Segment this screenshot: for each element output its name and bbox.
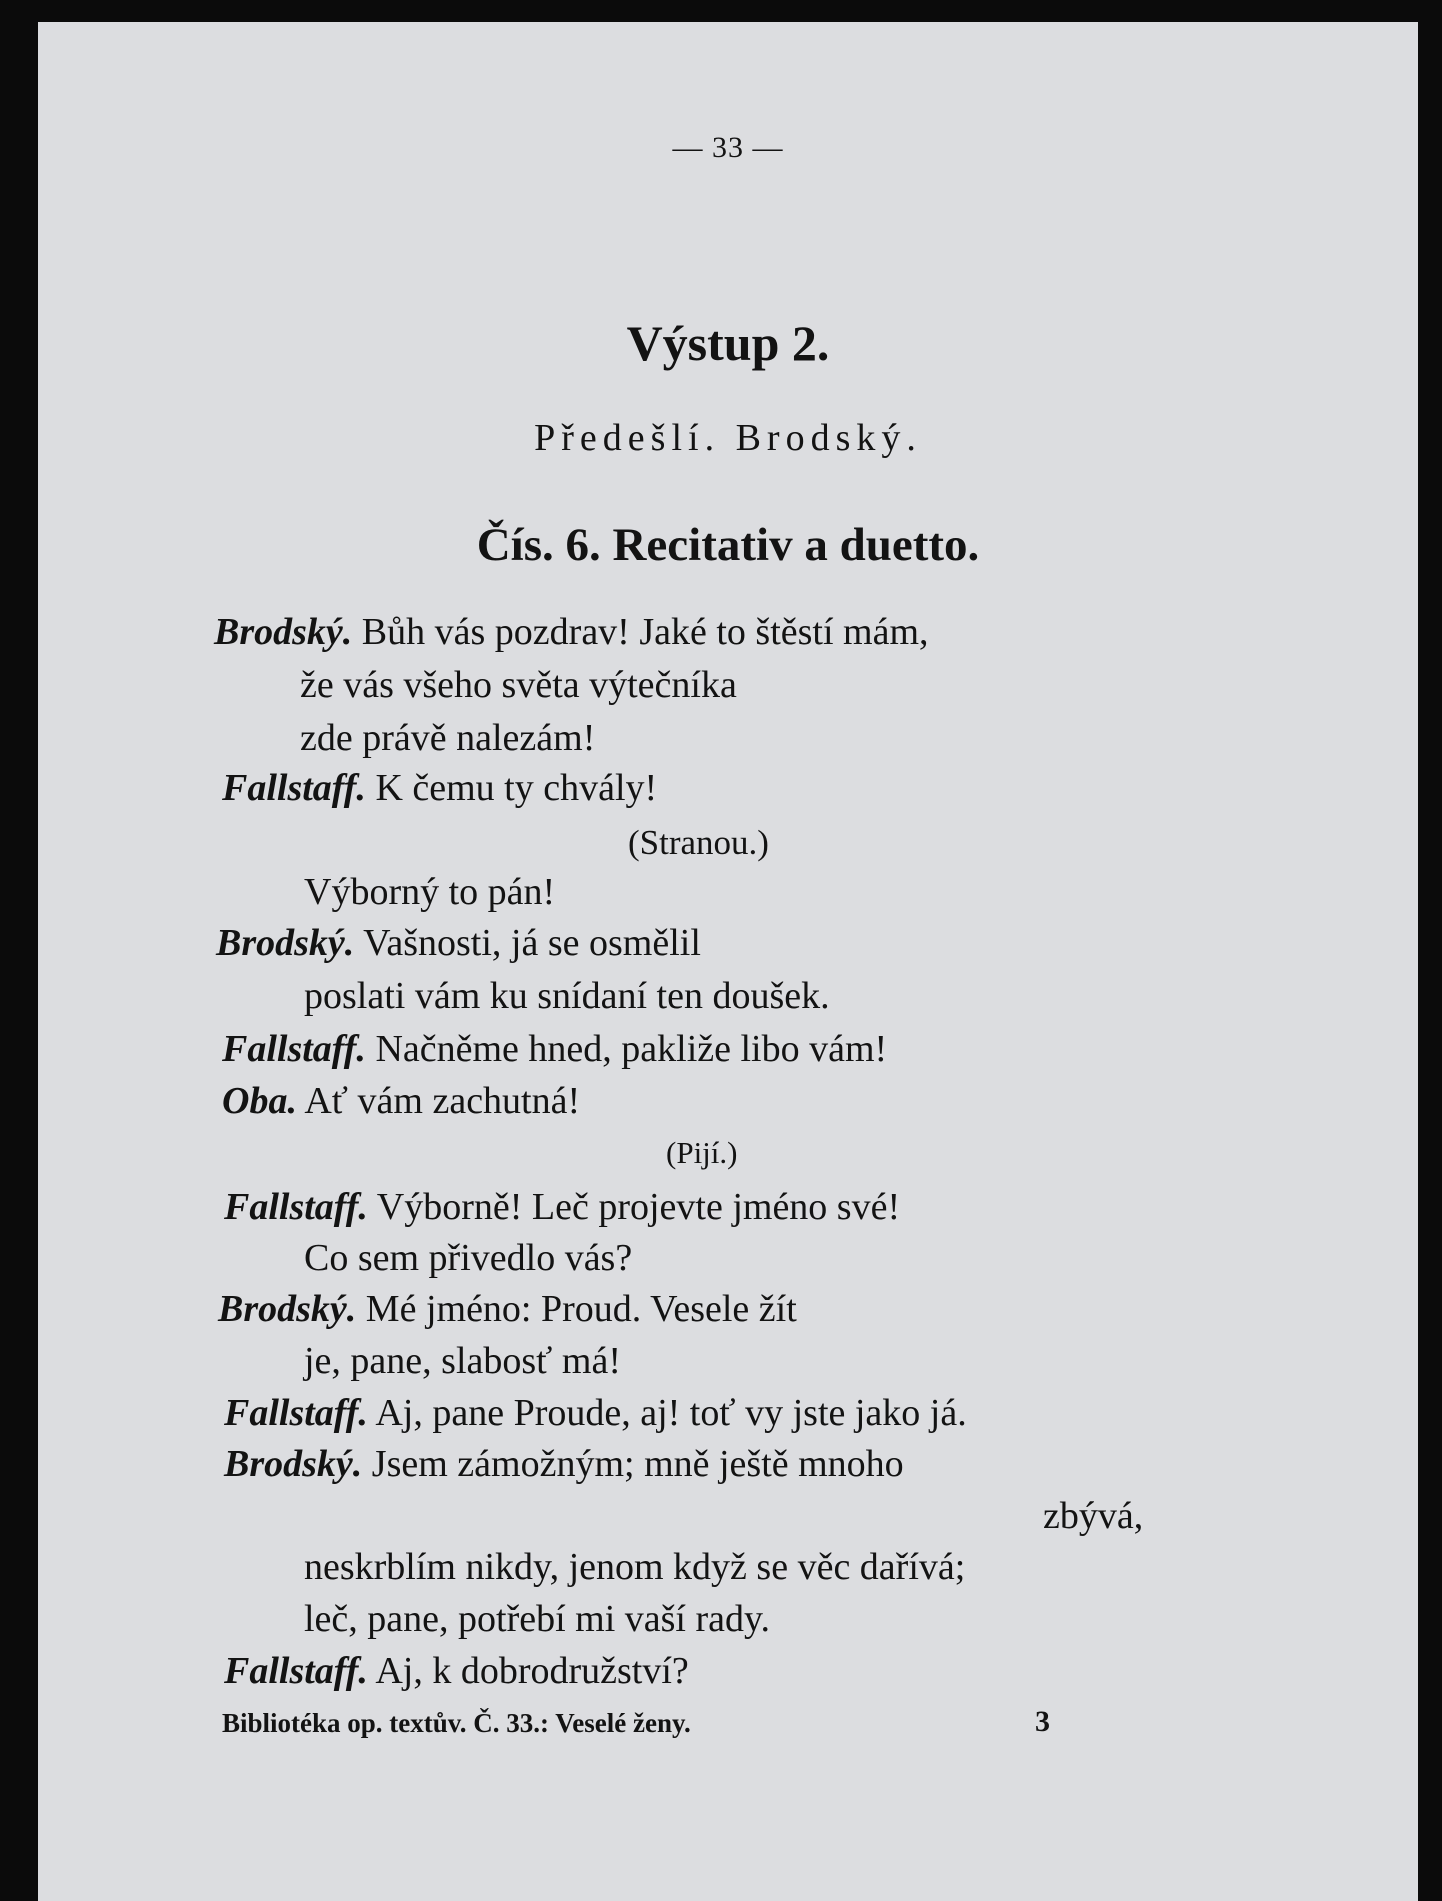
dialogue-line — [224, 1185, 900, 1229]
line-text: Mé jméno: Proud. Vesele žít — [365, 1288, 797, 1330]
dialogue-line — [304, 1236, 632, 1280]
dialogue-line — [218, 1287, 797, 1331]
dialogue-line — [304, 870, 555, 914]
line-text: že vás všeho světa výtečníka — [300, 664, 737, 706]
speaker-name: Fallstaff. — [222, 1028, 366, 1070]
line-text: neskrblím nikdy, jenom když se věc dařívá; — [304, 1546, 966, 1588]
line-text: Výborný to pán! — [304, 871, 556, 913]
dialogue-line — [224, 1649, 689, 1693]
line-text: Jsem zámožným; mně ještě mnoho — [371, 1443, 904, 1485]
dialogue-line — [304, 1339, 621, 1383]
dialogue-line — [1043, 1494, 1143, 1538]
book-page — [38, 22, 1418, 1901]
dialogue-line — [214, 610, 929, 654]
dialogue-line — [222, 1027, 887, 1071]
speaker-name: Brodský. — [214, 611, 353, 653]
number-title: Čís. 6. Recitativ a duetto. — [476, 519, 980, 571]
dialogue-line — [304, 974, 830, 1018]
line-text: zbývá, — [1043, 1495, 1144, 1537]
speaker-name: Fallstaff. — [222, 767, 366, 809]
dialogue-line — [216, 921, 701, 965]
stage-direction: (Stranou.) — [628, 823, 769, 862]
dialogue-line — [222, 766, 657, 810]
dialogue-line — [222, 1079, 580, 1123]
line-text: Aj, pane Proude, aj! toť vy jste jako já. — [375, 1392, 967, 1434]
line-text: Bůh vás pozdrav! Jaké to štěstí mám, — [361, 611, 929, 653]
speaker-name: Brodský. — [218, 1288, 357, 1330]
sheet-number: 3 — [1035, 1705, 1050, 1738]
binding-edge — [0, 0, 38, 1901]
dialogue-line — [304, 1545, 965, 1589]
footer-signature: Bibliotéka op. textův. Č. 33.: Veselé ženy. — [222, 1708, 691, 1738]
dialogue-line — [300, 716, 595, 760]
speaker-name: Oba. — [222, 1080, 297, 1122]
dialogue-line — [224, 1391, 967, 1435]
line-text: poslati vám ku snídaní ten doušek. — [304, 975, 830, 1017]
dialogue-line — [304, 1597, 770, 1641]
stage-direction: (Pijí.) — [666, 1135, 738, 1170]
speaker-name: Brodský. — [224, 1443, 363, 1485]
line-text: Co sem přivedlo vás? — [304, 1237, 633, 1279]
speaker-name: Fallstaff. — [224, 1186, 368, 1228]
line-text: zde právě nalezám! — [300, 717, 596, 759]
line-text: Ať vám zachutná! — [304, 1080, 581, 1122]
line-text: Vašnosti, já se osmělil — [363, 922, 701, 964]
line-text: je, pane, slabosť má! — [304, 1340, 621, 1382]
speaker-name: Brodský. — [216, 922, 355, 964]
scene-title: Výstup 2. — [626, 315, 830, 371]
page-number: — 33 — — [672, 131, 784, 164]
characters-on-stage: Předešlí. Brodský. — [534, 417, 922, 459]
speaker-name: Fallstaff. — [224, 1392, 368, 1434]
line-text: leč, pane, potřebí mi vaší rady. — [304, 1598, 771, 1640]
dialogue-line — [224, 1442, 904, 1486]
line-text: Aj, k dobrodružství? — [375, 1650, 689, 1692]
line-text: Načněme hned, pakliže libo vám! — [375, 1028, 888, 1070]
speaker-name: Fallstaff. — [224, 1650, 368, 1692]
line-text: Výborně! Leč projevte jméno své! — [376, 1186, 901, 1228]
dialogue-line — [300, 663, 737, 707]
line-text: K čemu ty chvály! — [375, 767, 658, 809]
